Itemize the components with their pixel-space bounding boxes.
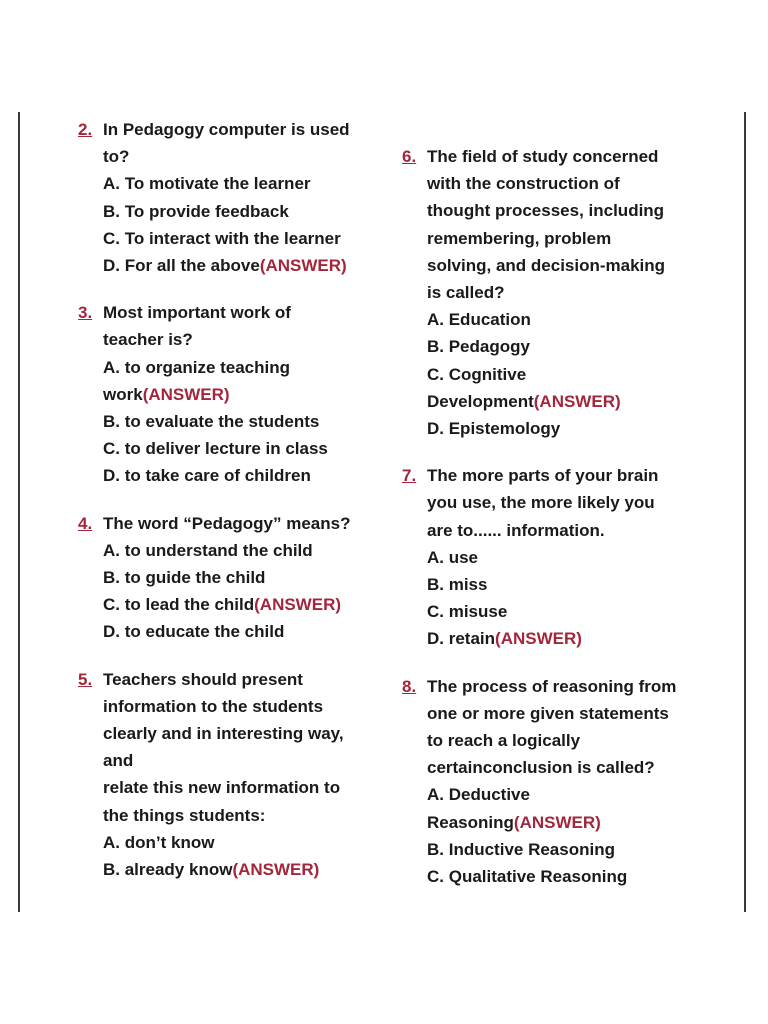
line-text: you use, the more likely you — [427, 493, 655, 513]
question-indent — [402, 252, 427, 279]
question-line — [402, 754, 692, 781]
question-block — [78, 510, 378, 646]
question-text: In Pedagogy computer is used — [103, 120, 350, 139]
right-border-line — [744, 112, 746, 912]
question-text: The field of study concerned — [427, 147, 659, 166]
question-indent — [78, 408, 103, 435]
question-line — [78, 354, 378, 381]
question-indent — [402, 863, 427, 890]
question-line — [402, 571, 692, 598]
question-line — [78, 435, 378, 462]
question-indent — [78, 198, 103, 225]
answer-marker: (ANSWER) — [513, 812, 601, 832]
question-indent — [402, 489, 427, 516]
line-text: C. to lead the child — [103, 595, 255, 615]
question-line — [78, 720, 378, 747]
question-number: 6. — [402, 147, 417, 166]
question-indent — [78, 537, 103, 564]
question-line — [78, 747, 378, 774]
line-text: B. to guide the child — [103, 568, 266, 588]
question-block — [402, 143, 692, 442]
answer-marker: (ANSWER) — [259, 256, 347, 276]
line-text: A. to understand the child — [103, 540, 313, 560]
question-block — [78, 666, 378, 884]
question-line — [78, 693, 378, 720]
line-text: B. miss — [427, 575, 488, 595]
question-text: Teachers should present — [103, 669, 303, 689]
line-text: D. to educate the child — [103, 622, 285, 642]
question-line — [78, 408, 378, 435]
line-text: Development — [427, 391, 534, 411]
question-indent — [402, 781, 427, 808]
question-indent — [402, 544, 427, 571]
question-indent — [78, 225, 103, 252]
question-line — [78, 198, 378, 225]
question-line — [78, 666, 378, 693]
question-line — [402, 252, 692, 279]
line-text: clearly and in interesting way, — [103, 724, 344, 744]
line-text: B. Pedagogy — [427, 337, 530, 357]
question-number: 8. — [402, 676, 417, 696]
question-line — [78, 381, 378, 408]
question-line — [402, 170, 692, 197]
question-text: The process of reasoning from — [427, 676, 677, 696]
line-text: one or more given statements — [427, 703, 669, 723]
line-text: C. To interact with the learner — [103, 228, 341, 248]
question-line — [78, 170, 378, 197]
line-text: information to the students — [103, 696, 324, 716]
line-text: A. don’t know — [103, 832, 215, 852]
question-indent — [402, 517, 427, 544]
question-block — [402, 673, 692, 891]
line-text: B. to evaluate the students — [103, 412, 320, 432]
answer-marker: (ANSWER) — [232, 860, 320, 880]
question-line — [402, 306, 692, 333]
question-indent — [78, 381, 103, 408]
answer-marker: (ANSWER) — [142, 384, 230, 404]
question-line — [402, 462, 692, 489]
line-text: to reach a logically — [427, 731, 581, 751]
line-text: remembering, problem — [427, 228, 612, 248]
question-line — [78, 510, 378, 537]
question-indent — [78, 829, 103, 856]
question-line — [402, 700, 692, 727]
line-text: the things students: — [103, 805, 266, 825]
question-number: 7. — [402, 466, 417, 486]
question-line — [78, 618, 378, 645]
line-text: B. Inductive Reasoning — [427, 839, 615, 859]
line-text: Reasoning — [427, 812, 514, 832]
question-line — [402, 388, 692, 415]
question-line — [402, 143, 692, 170]
question-indent — [402, 727, 427, 754]
line-text: relate this new information to — [103, 778, 341, 798]
question-indent — [402, 809, 427, 836]
question-block — [402, 462, 692, 652]
question-line — [78, 564, 378, 591]
question-indent — [402, 415, 427, 442]
question-line — [402, 598, 692, 625]
question-indent — [78, 564, 103, 591]
question-indent — [78, 720, 103, 747]
question-line — [402, 517, 692, 544]
line-text: C. Qualitative Reasoning — [427, 867, 628, 887]
line-text: certainconclusion is called? — [427, 758, 655, 778]
question-line — [402, 279, 692, 306]
right-question-column — [402, 143, 692, 910]
line-text: B. already know — [103, 860, 233, 880]
line-text: A. to organize teaching — [103, 357, 291, 377]
question-indent — [402, 225, 427, 252]
question-indent — [402, 361, 427, 388]
line-text: are to...... information. — [427, 520, 605, 540]
question-line — [402, 781, 692, 808]
question-line — [402, 489, 692, 516]
question-indent — [402, 388, 427, 415]
question-indent — [78, 618, 103, 645]
question-line — [402, 333, 692, 360]
line-text: with the construction of — [427, 174, 620, 194]
question-indent — [402, 598, 427, 625]
question-line — [402, 673, 692, 700]
line-text: solving, and decision-making — [427, 255, 666, 275]
answer-marker: (ANSWER) — [254, 595, 342, 615]
question-line — [402, 863, 692, 890]
question-line — [78, 856, 378, 883]
question-indent — [402, 625, 427, 652]
question-line — [78, 462, 378, 489]
question-indent — [78, 774, 103, 801]
question-indent — [78, 856, 103, 883]
question-indent — [78, 802, 103, 829]
answer-marker: (ANSWER) — [495, 629, 582, 649]
question-indent — [402, 306, 427, 333]
question-text: The more parts of your brain — [427, 466, 659, 486]
question-line — [78, 116, 378, 143]
question-indent — [402, 197, 427, 224]
question-indent — [78, 693, 103, 720]
question-line — [402, 544, 692, 571]
question-line — [78, 591, 378, 618]
question-line — [402, 225, 692, 252]
line-text: D. Epistemology — [427, 419, 561, 439]
question-line — [78, 829, 378, 856]
question-indent — [78, 435, 103, 462]
line-text: A. Deductive — [427, 785, 530, 805]
question-line — [78, 326, 378, 353]
line-text: is called? — [427, 283, 505, 303]
line-text: D. to take care of children — [103, 466, 311, 486]
question-line — [402, 625, 692, 652]
answer-marker: (ANSWER) — [533, 391, 621, 411]
line-text: D. retain — [427, 629, 496, 649]
line-text: C. misuse — [427, 602, 508, 622]
question-line — [78, 802, 378, 829]
line-text: A. To motivate the learner — [103, 174, 311, 194]
question-indent — [402, 754, 427, 781]
line-text: C. to deliver lecture in class — [103, 439, 328, 459]
question-line — [402, 809, 692, 836]
question-line — [78, 225, 378, 252]
question-number: 4. — [78, 513, 93, 533]
question-indent — [402, 571, 427, 598]
line-text: C. Cognitive — [427, 364, 527, 384]
question-number: 2. — [78, 120, 93, 139]
line-text: teacher is? — [103, 330, 193, 350]
question-text: Most important work of — [103, 303, 291, 323]
left-question-column — [78, 116, 378, 903]
question-indent — [78, 591, 103, 618]
line-text: A. use — [427, 547, 479, 567]
question-line — [78, 299, 378, 326]
question-line — [402, 415, 692, 442]
question-line — [402, 361, 692, 388]
question-number: 5. — [78, 669, 93, 689]
line-text: D. For all the above — [103, 256, 260, 276]
question-line — [78, 774, 378, 801]
question-line — [402, 727, 692, 754]
question-block — [78, 116, 378, 279]
line-text: and — [103, 751, 134, 771]
left-border-line — [18, 112, 20, 912]
question-indent — [402, 700, 427, 727]
line-text: thought processes, including — [427, 201, 665, 221]
line-text: to? — [103, 147, 130, 167]
question-number: 3. — [78, 303, 93, 323]
line-text: work — [103, 384, 143, 404]
question-block — [78, 299, 378, 489]
question-indent — [78, 170, 103, 197]
question-line — [78, 143, 378, 170]
question-line — [78, 537, 378, 564]
question-indent — [78, 143, 103, 170]
question-indent — [78, 326, 103, 353]
question-indent — [78, 354, 103, 381]
question-indent — [78, 747, 103, 774]
question-indent — [402, 279, 427, 306]
question-indent — [78, 462, 103, 489]
question-line — [402, 197, 692, 224]
line-text: A. Education — [427, 310, 531, 330]
question-line — [402, 836, 692, 863]
question-indent — [402, 836, 427, 863]
question-indent — [78, 252, 103, 279]
line-text: B. To provide feedback — [103, 201, 289, 221]
question-line — [78, 252, 378, 279]
question-indent — [402, 170, 427, 197]
question-text: The word “Pedagogy” means? — [103, 513, 351, 533]
question-indent — [402, 333, 427, 360]
